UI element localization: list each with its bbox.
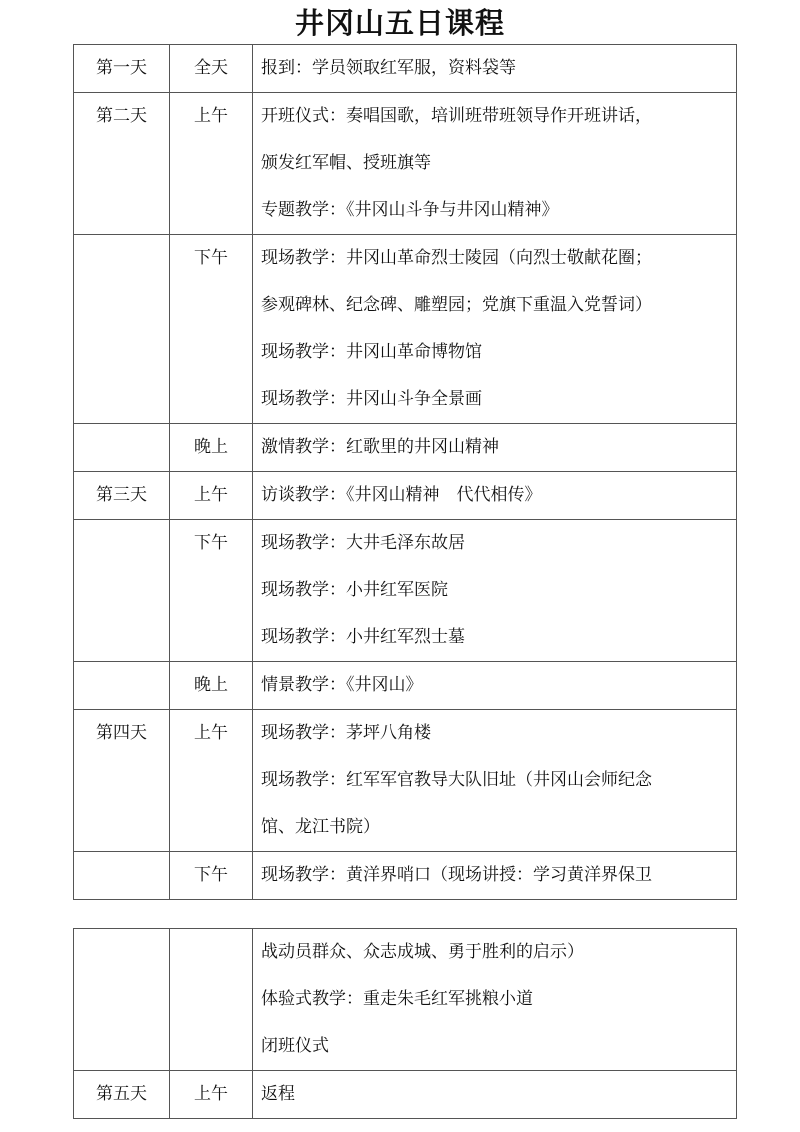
period-cell: 下午 [170,520,253,662]
content-line: 战动员群众、众志成城、勇于胜利的启示） [261,942,584,962]
period-cell [170,929,253,1071]
content-line: 开班仪式：奏唱国歌，培训班带班领导作开班讲话， [261,106,652,126]
schedule-row [74,662,737,710]
schedule-row [74,424,737,472]
period-cell: 上午 [170,93,253,235]
content-line: 现场教学：井冈山斗争全景画 [261,389,482,409]
content-cell [253,235,737,424]
content-line: 现场教学：黄洋界哨口（现场讲授：学习黄洋界保卫 [261,865,652,885]
content-cell [253,710,737,852]
schedule-row [74,1071,737,1119]
day-cell: 第一天 [74,45,170,93]
period-cell: 晚上 [170,662,253,710]
schedule-row [74,45,737,93]
content-cell [253,929,737,1071]
content-cell [253,93,737,235]
content-cell [253,852,737,900]
period-cell: 上午 [170,1071,253,1119]
schedule-table [73,44,737,900]
period-cell: 晚上 [170,424,253,472]
period-cell: 下午 [170,235,253,424]
content-line: 参观碑林、纪念碑、雕塑园；党旗下重温入党誓词） [261,295,652,315]
content-cell [253,472,737,520]
content-line: 现场教学：井冈山革命博物馆 [261,342,482,362]
content-line: 体验式教学：重走朱毛红军挑粮小道 [261,989,533,1009]
day-cell [74,235,170,424]
day-cell: 第二天 [74,93,170,235]
content-line: 现场教学：小井红军烈士墓 [261,627,465,647]
period-cell: 全天 [170,45,253,93]
content-line: 颁发红军帽、授班旗等 [261,153,431,173]
day-cell: 第五天 [74,1071,170,1119]
content-cell [253,1071,737,1119]
content-line: 访谈教学：《井冈山精神 代代相传》 [261,485,542,505]
content-cell [253,424,737,472]
day-cell: 第四天 [74,710,170,852]
content-line: 馆、龙江书院） [261,817,380,837]
day-cell: 第三天 [74,472,170,520]
schedule-row [74,929,737,1071]
day-cell [74,520,170,662]
content-cell [253,520,737,662]
schedule-row [74,852,737,900]
schedule-row [74,472,737,520]
day-cell [74,662,170,710]
page-title: 井冈山五日课程 [294,6,505,40]
period-cell: 下午 [170,852,253,900]
content-line: 现场教学：小井红军医院 [261,580,448,600]
day-cell [74,929,170,1071]
content-line: 报到：学员领取红军服，资料袋等 [261,58,516,78]
content-line: 现场教学：红军军官教导大队旧址（井冈山会师纪念 [261,770,652,790]
content-line: 情景教学：《井冈山》 [261,675,423,695]
content-line: 现场教学：茅坪八角楼 [261,723,431,743]
schedule-row [74,235,737,424]
schedule-row [74,520,737,662]
content-line: 激情教学：红歌里的井冈山精神 [261,437,499,457]
schedule-row [74,93,737,235]
content-cell [253,45,737,93]
content-line: 现场教学：井冈山革命烈士陵园（向烈士敬献花圈； [261,248,652,268]
content-line: 返程 [261,1084,295,1104]
schedule-row [74,710,737,852]
day-cell [74,852,170,900]
schedule-table-continued [73,928,737,1119]
content-line: 专题教学：《井冈山斗争与井冈山精神》 [261,200,559,220]
content-line: 现场教学：大井毛泽东故居 [261,533,465,553]
content-line: 闭班仪式 [261,1036,329,1056]
content-cell [253,662,737,710]
day-cell [74,424,170,472]
period-cell: 上午 [170,472,253,520]
period-cell: 上午 [170,710,253,852]
